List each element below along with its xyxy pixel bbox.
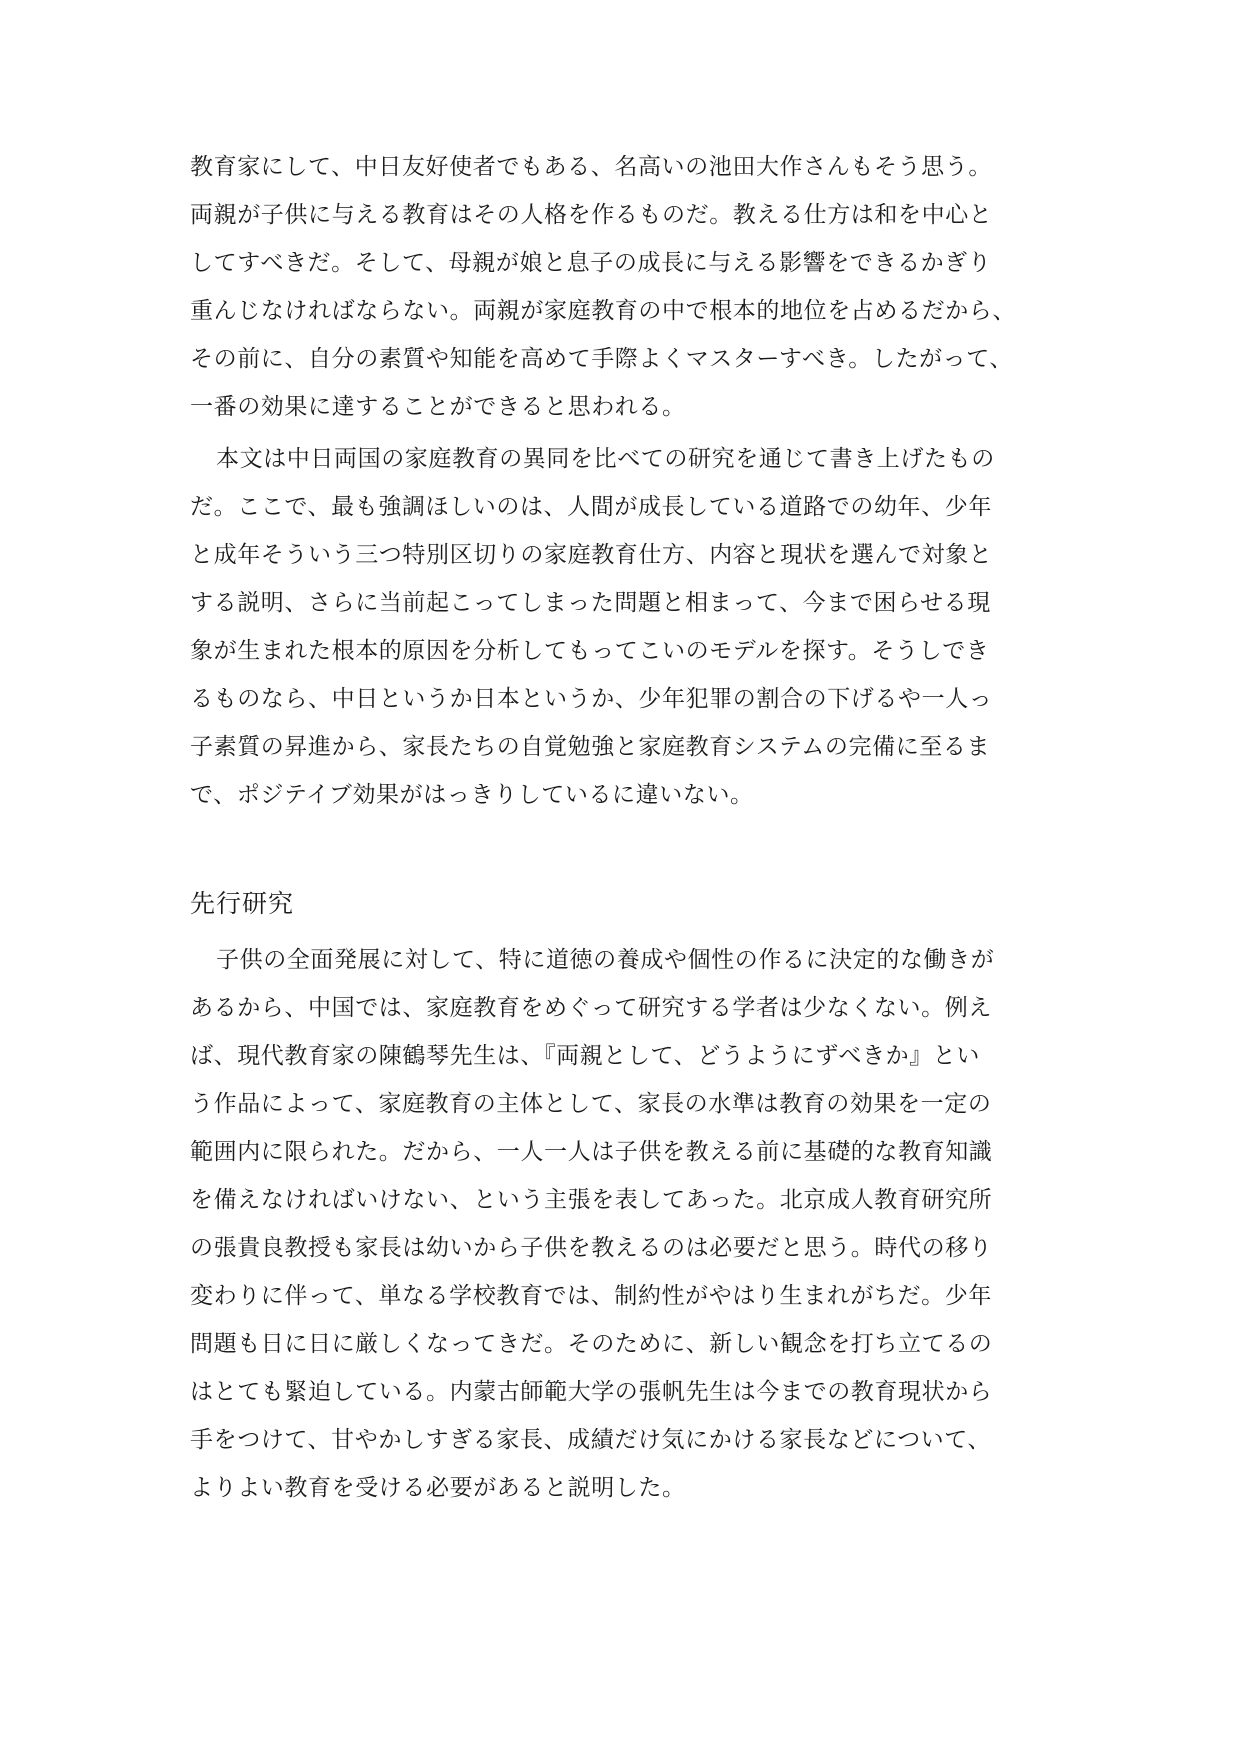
text-line: 範囲内に限られた。だから、一人一人は子供を教える前に基礎的な教育知識 [190, 1139, 993, 1165]
text-line: 子素質の昇進から、家長たちの自覚勉強と家庭教育システムの完備に至るま [190, 734, 991, 760]
prior-research-paragraph [190, 936, 1090, 1512]
text-line: を備えなければいけない、という主張を表してあった。北京成人教育研究所 [190, 1187, 993, 1213]
text-line: その前に、自分の素質や知能を高めて手際よくマスターすべき。したがって、 [190, 346, 1014, 372]
intro-paragraph [190, 143, 1090, 431]
text-line: 重んじなければならない。両親が家庭教育の中で根本的地位を占めるだから、 [190, 298, 1016, 324]
purpose-paragraph [190, 435, 1090, 819]
section-heading: 先行研究 [190, 889, 295, 918]
text-line: と成年そういう三つ特別区切りの家庭教育仕方、内容と現状を選んで対象と [190, 542, 993, 568]
text-line: 一番の効果に達することができると思われる。 [190, 394, 686, 420]
text-line: 両親が子供に与える教育はその人格を作るものだ。教える仕方は和を中心と [190, 202, 993, 228]
text-line: の張貴良教授も家長は幼いから子供を教えるのは必要だと思う。時代の移り [190, 1235, 993, 1261]
text-line: ば、現代教育家の陳鶴琴先生は、『両親として、どうようにずべきか』とい [190, 1043, 980, 1069]
text-line: 手をつけて、甘やかしすぎる家長、成績だけ気にかける家長などについて、 [190, 1427, 992, 1453]
text-line: よりよい教育を受ける必要があると説明した。 [190, 1475, 686, 1501]
text-line: 問題も日に日に厳しくなってきだ。そのために、新しい観念を打ち立てるの [190, 1331, 993, 1357]
text-line: で、ポジテイブ効果がはっきりしているに違いない。 [190, 782, 754, 808]
text-line: 象が生まれた根本的原因を分析してもってこいのモデルを探す。そうしでき [190, 638, 990, 664]
text-line: 教育家にして、中日友好使者でもある、名高いの池田大作さんもそう思う。 [190, 154, 992, 180]
text-line: 変わりに伴って、単なる学校教育では、制約性がやはり生まれがちだ。少年 [190, 1283, 992, 1309]
text-line: るものなら、中日というか日本というか、少年犯罪の割合の下げるや一人っ [190, 686, 993, 712]
text-line: 子供の全面発展に対して、特に道徳の養成や個性の作るに決定的な働きが [216, 947, 995, 973]
text-line: 本文は中日両国の家庭教育の異同を比べての研究を通じて書き上げたもの [216, 446, 995, 472]
text-line: だ。ここで、最も強調ほしいのは、人間が成長している道路での幼年、少年 [190, 494, 992, 520]
text-line: あるから、中国では、家庭教育をめぐって研究する学者は少なくない。例え [190, 995, 992, 1021]
text-line: はとても緊迫している。内蒙古師範大学の張帆先生は今までの教育現状から [190, 1379, 993, 1405]
text-line: してすべきだ。そして、母親が娘と息子の成長に与える影響をできるかぎり [190, 250, 992, 276]
text-line: う作品によって、家庭教育の主体として、家長の水準は教育の効果を一定の [190, 1091, 992, 1117]
text-line: する説明、さらに当前起こってしまった問題と相まって、今まで困らせる現 [190, 590, 991, 616]
